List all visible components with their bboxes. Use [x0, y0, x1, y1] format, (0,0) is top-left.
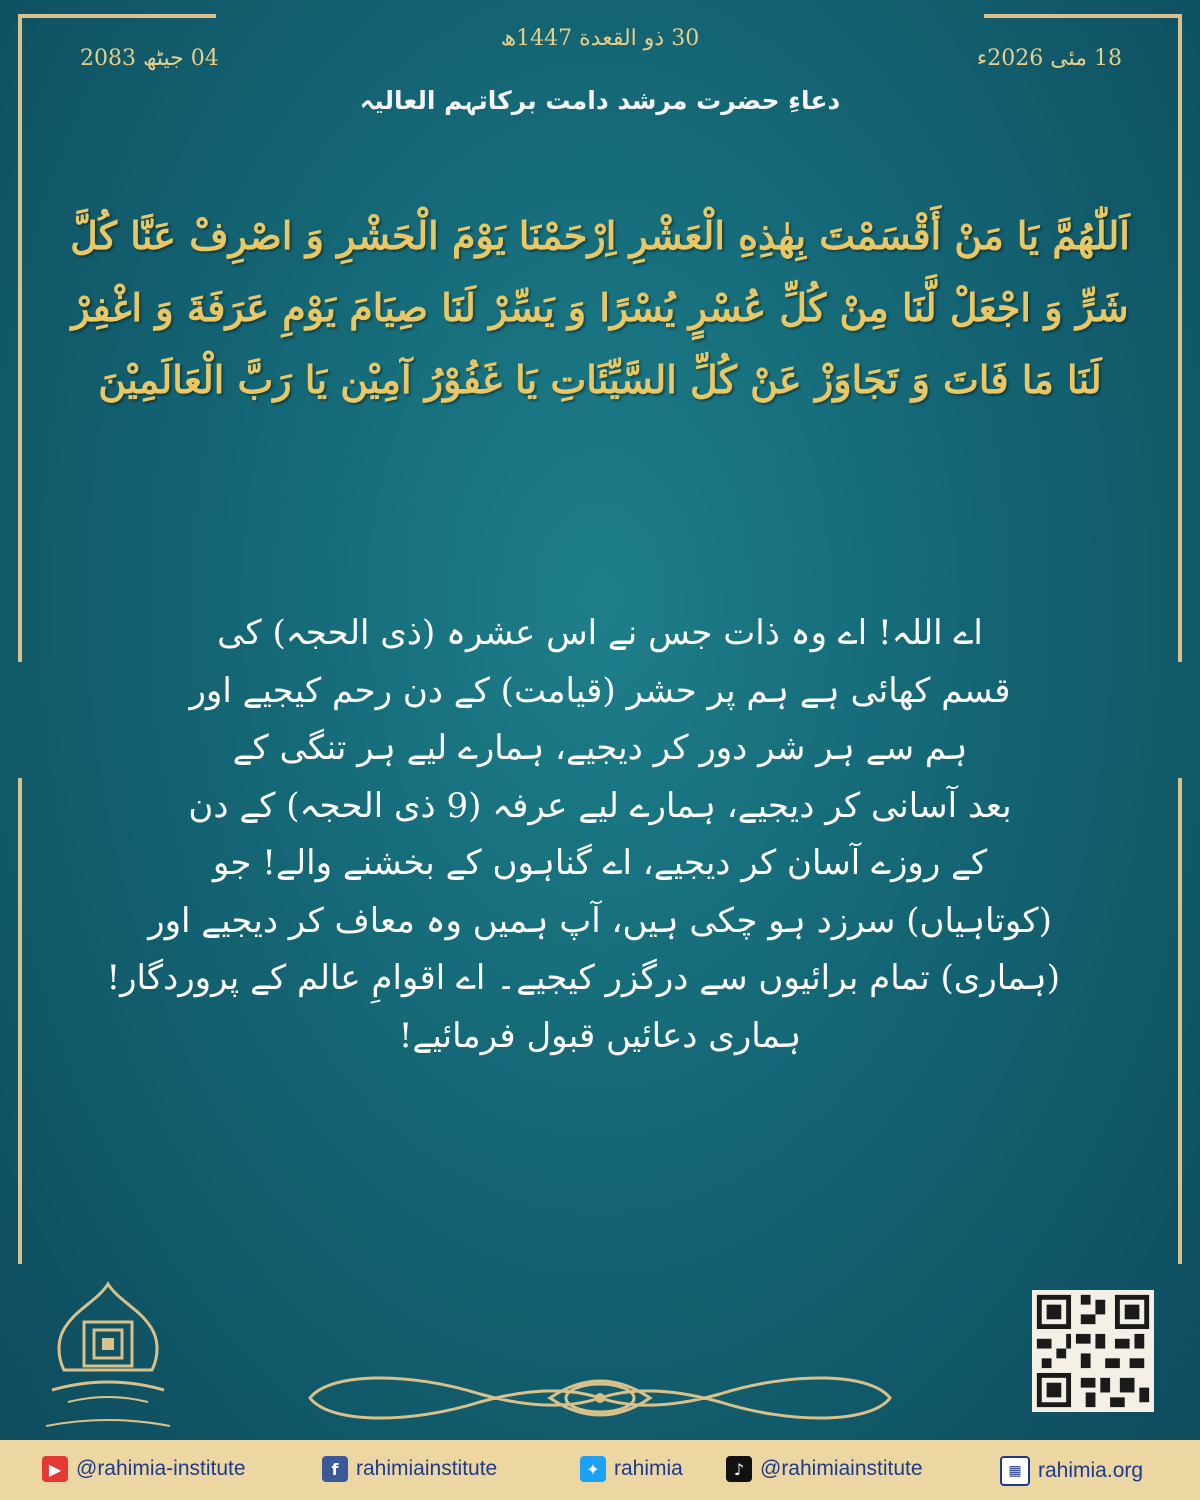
twitter-handle: rahimia — [614, 1457, 683, 1480]
frame-top-left — [18, 14, 216, 18]
website-qr-icon: ▦ — [1000, 1456, 1030, 1486]
page-title: دعاءِ حضرت مرشد دامت برکاتہم العالیہ — [359, 86, 841, 115]
translation-line: اے اللہ! اے وہ ذات جس نے اس عشرہ (ذی الحجہ) کی — [217, 613, 983, 653]
gregorian-date: 18 مئی 2026ء — [976, 46, 1122, 71]
translation-line: (ہماری) تمام برائیوں سے درگزر کیجیے۔ اے اقوامِ عالم کے پروردگار! — [106, 958, 1060, 998]
facebook-link[interactable] — [322, 1456, 497, 1482]
frame-left-lower — [18, 778, 22, 1264]
tiktok-icon: ♪ — [726, 1456, 752, 1482]
translation-line: کے روزے آسان کر دیجیے، اے گناہوں کے بخشنے والے! جو — [212, 843, 988, 883]
youtube-icon: ▶ — [42, 1456, 68, 1482]
twitter-link[interactable] — [580, 1456, 683, 1482]
tiktok-link[interactable] — [726, 1456, 923, 1482]
translation-line: (کوتاہیاں) سرزد ہو چکی ہیں، آپ ہمیں وہ معاف کر دیجیے اور — [148, 900, 1052, 941]
logo-emblem — [38, 1278, 178, 1438]
qr-code-icon[interactable] — [1032, 1290, 1154, 1412]
youtube-link[interactable] — [42, 1456, 246, 1482]
hijri-date: 30 ذو القعدة 1447ھ — [500, 26, 700, 51]
translation-line: قسم کھائی ہے ہم پر حشر (قیامت) کے دن رحم کیجیے اور — [189, 670, 1011, 711]
frame-top-right — [984, 14, 1182, 18]
youtube-handle: @rahimia-institute — [76, 1457, 246, 1480]
website-url: rahimia.org — [1038, 1459, 1144, 1482]
bikrami-date: 04 جیٹھ 2083 — [80, 46, 219, 71]
dua-arabic-text: اَللّٰهُمَّ يَا مَنْ أَقْسَمْتَ بِهٰذِهِ الْعَشْرِ اِرْحَمْنَا يَوْمَ الْحَشْرِ وَ اصْرِفْ عَنَّا كُلَّ شَرٍّ وَ اجْعَلْ لَّنَا مِنْ كُلِّ عُسْرٍ يُسْرًا وَ يَسِّرْ لَنَا صِيَامَ يَوْمِ عَرَفَةَ وَ اغْفِرْ لَنَا مَا فَاتَ وَ تَجَاوَزْ عَنْ كُلِّ السَّيِّئَاتِ يَا غَفُوْرُ آمِيْن يَا رَبَّ الْعَالَمِيْنَ — [70, 213, 1130, 402]
translation-line: ہم سے ہر شر دور کر دیجیے، ہمارے لیے ہر تنگی کے — [232, 728, 968, 768]
facebook-handle: rahimiainstitute — [356, 1457, 498, 1480]
frame-right-lower — [1178, 778, 1182, 1264]
tiktok-handle: @rahimiainstitute — [760, 1457, 923, 1480]
translation-line: بعد آسانی کر دیجیے، ہمارے لیے عرفہ (9 ذی الحجہ) کے دن — [188, 785, 1012, 826]
twitter-icon: ✦ — [580, 1456, 606, 1482]
facebook-icon: f — [322, 1456, 348, 1482]
decorative-ornament — [300, 1368, 900, 1428]
website-link[interactable] — [1000, 1456, 1143, 1486]
translation-line: ہماری دعائیں قبول فرمائیے! — [398, 1015, 802, 1056]
translation-block — [106, 605, 1060, 1065]
